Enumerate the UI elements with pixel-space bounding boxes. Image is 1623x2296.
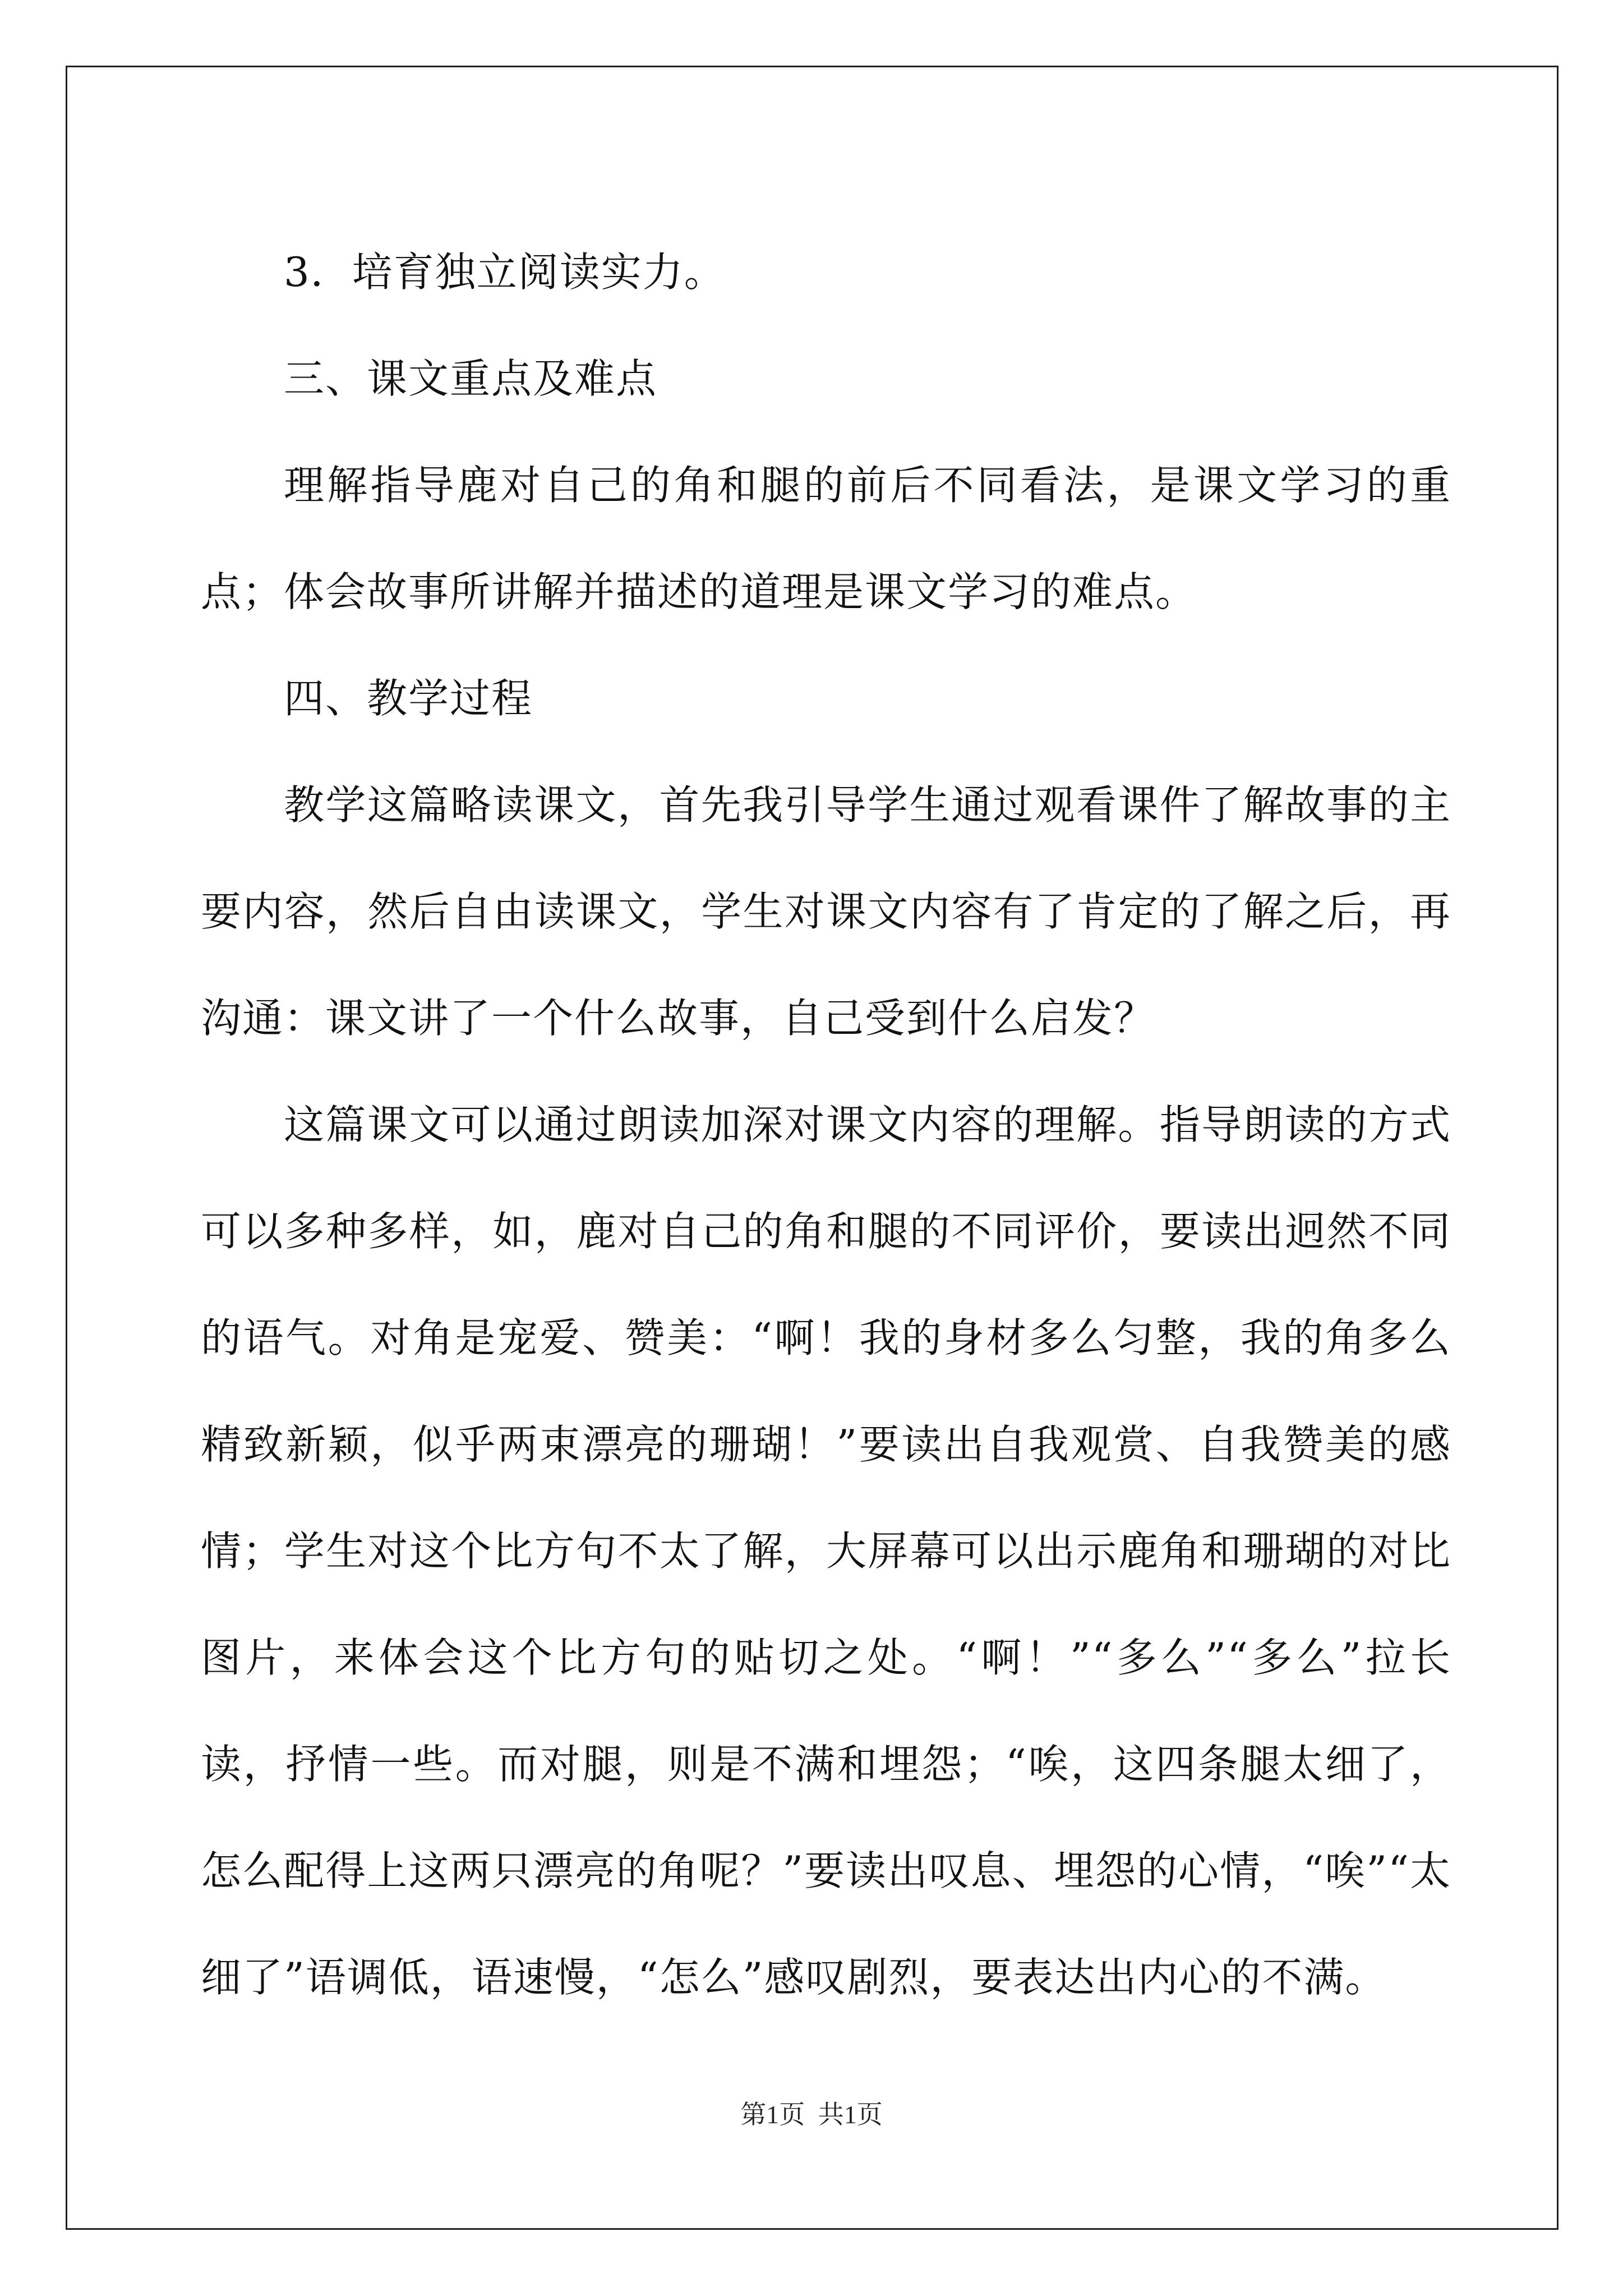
list-item-reading-ability: 3．培育独立阅读实力。 [284,249,726,296]
paragraph-teaching-intro: 教学这篇略读课文，首先我引导学生通过观看课件了解故事的主要内容，然后自由读课文，学生对课文内容有了肯定的了解之后，再沟通：课文讲了一个什么故事，自己受到什么启发？ [201,781,1451,1042]
page-total: 共1页 [818,2100,883,2129]
paragraph-key-points: 理解指导鹿对自己的角和腿的前后不同看法，是课文学习的重点；体会故事所讲解并描述的道理是课文学习的难点。 [201,462,1451,615]
section-heading-key-points: 三、课文重点及难点 [284,355,658,402]
document-body [201,219,1451,2031]
page-footer [0,2094,1623,2131]
page-number: 第1页 [740,2100,805,2129]
section-heading-teaching-process: 四、教学过程 [284,675,533,722]
paragraph-reading-guidance: 这篇课文可以通过朗读加深对课文内容的理解。指导朗读的方式可以多种多样，如，鹿对自己的角和腿的不同评价，要读出迥然不同的语气。对角是宠爱、赞美：“啊！我的身材多么匀整，我的角多么精致新颖，似乎两束漂亮的珊瑚！”要读出自我观赏、自我赞美的感情；学生对这个比方句不太了解，大屏幕可以出示鹿角和珊瑚的对比图片，来体会这个比方句的贴切之处。“啊！”“多么”“多么”拉长读，抒情一些。而对腿，则是不满和埋怨；“唉，这四条腿太细了，怎么配得上这两只漂亮的角呢？”要读出叹息、埋怨的心情，“唉”“太细了”语调低，语速慢，“怎么”感叹剧烈，要表达出内心的不满。 [201,1101,1451,2001]
